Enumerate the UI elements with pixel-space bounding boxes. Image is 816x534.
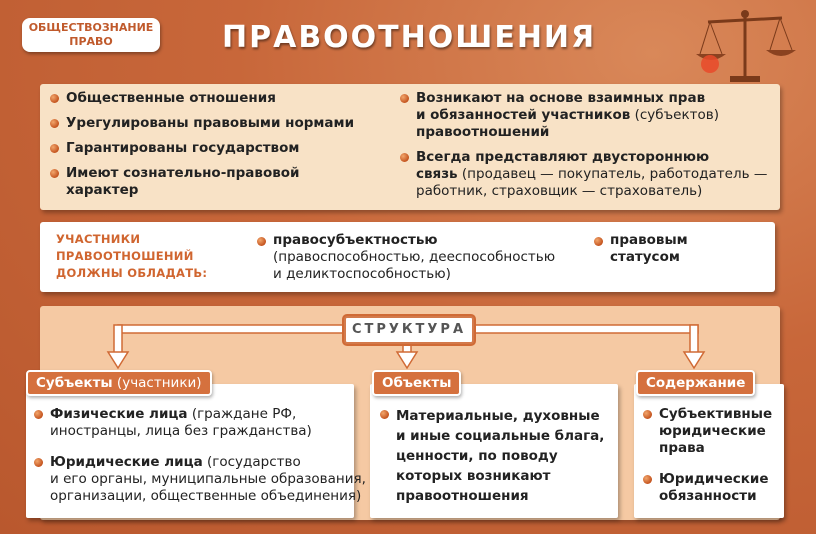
objects-tab: Объекты — [372, 370, 461, 396]
subject-line-1: ОБЩЕСТВОЗНАНИЕ — [28, 21, 154, 34]
content-item-1: Субъективные юридические права — [659, 406, 773, 456]
participants-caption: УЧАСТНИКИ ПРАВООТНОШЕНИЙ ДОЛЖНЫ ОБЛАДАТЬ: — [56, 232, 208, 280]
bullet-icon — [34, 458, 43, 467]
feature-left-3: Гарантированы государством — [66, 140, 300, 156]
feature-left-2: Урегулированы правовыми нормами — [66, 115, 355, 131]
feature-left-4: Имеют сознательно-правовой характер — [66, 165, 300, 198]
bullet-icon — [643, 410, 652, 419]
content-tab: Содержание — [636, 370, 755, 396]
bullet-icon — [380, 410, 389, 419]
subjects-item-1: Физические лица (граждане РФ, иностранцы, лица без гражданства) — [50, 406, 312, 439]
participants-item-1: правосубъектностью (правоспособностью, дееспособностью и деликтоспособностью) — [273, 232, 556, 282]
feature-right-1: Возникают на основе взаимных прав и обязанностей участников (субъектов) правоотношений — [416, 90, 719, 140]
feature-left-1: Общественные отношения — [66, 90, 276, 106]
subject-line-2: ПРАВО — [69, 35, 113, 48]
participants-item-2: правовым статусом — [610, 232, 688, 265]
bullet-icon — [34, 410, 43, 419]
subjects-tab: Субъекты (участники) — [26, 370, 212, 396]
objects-text: Материальные, духовные и иные социальные блага, ценности, по поводу которых возникают правоотношения — [396, 408, 605, 504]
page-title: ПРАВООТНОШЕНИЯ — [222, 20, 597, 55]
subjects-item-2: Юридические лица (государство и его органы, муниципальные образования, организации, общественные объединения) — [50, 454, 366, 504]
feature-right-2: Всегда представляют двустороннюю связь (продавец — покупатель, работодатель — работник, страховщик — страхователь) — [416, 149, 768, 199]
content-item-2: Юридические обязанности — [659, 471, 769, 504]
structure-label: СТРУКТУРА — [344, 316, 474, 344]
bullet-icon — [643, 475, 652, 484]
